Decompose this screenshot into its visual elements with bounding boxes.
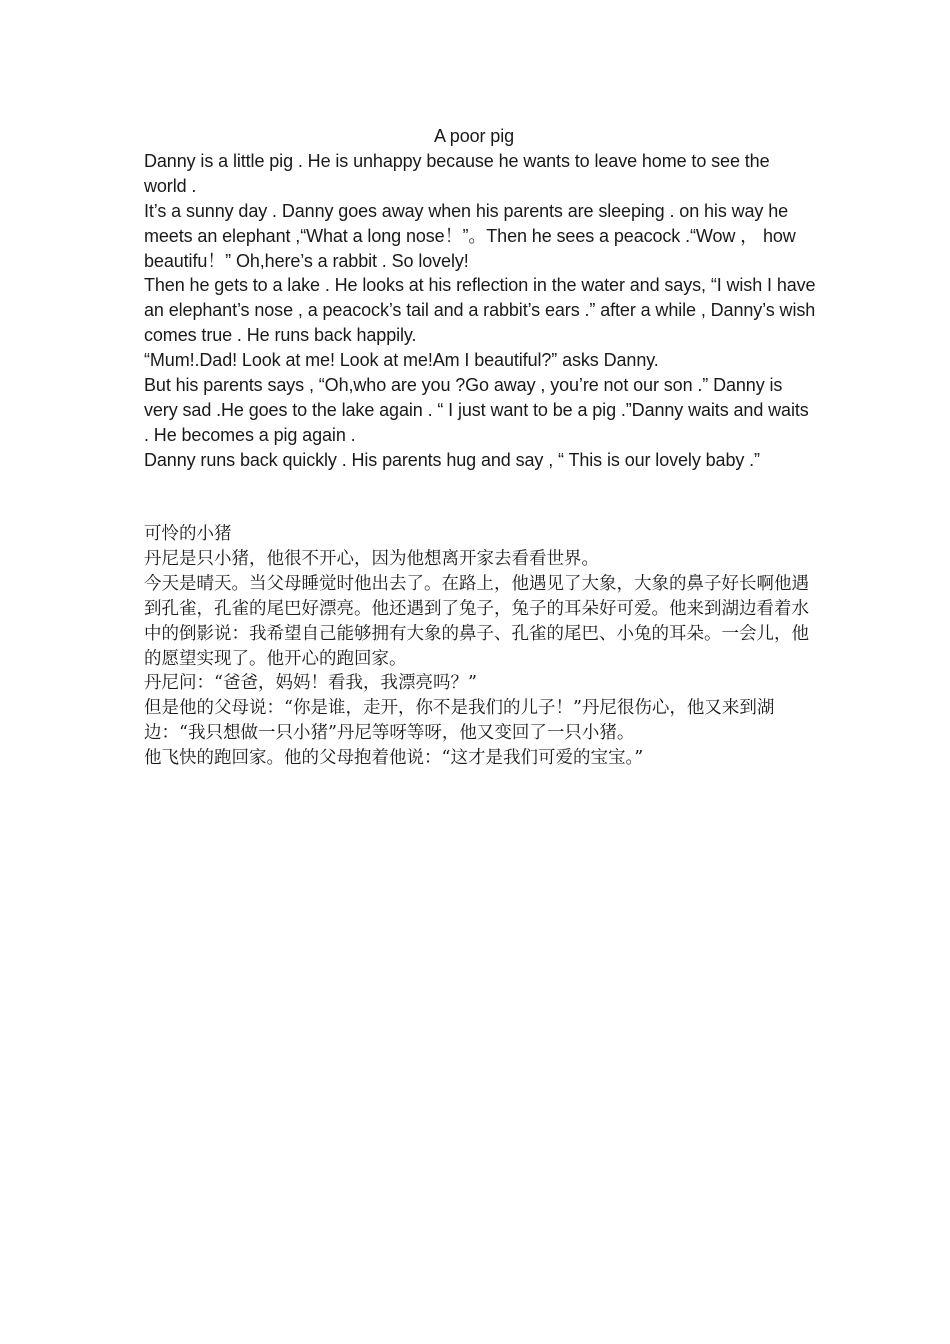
english-story: [144, 124, 816, 473]
english-paragraph: But his parents says , “Oh,who are you ?Go away , you’re not our son .” Danny is very sad .He goes to the lake again . “ I just want to be a pig .”Danny waits and waits . He becomes a pig again .: [144, 375, 809, 445]
english-paragraph: It’s a sunny day . Danny goes away when his parents are sleeping . on his way he meets an elephant ,“What a long nose！”。Then he sees a peacock .“Wow ， how beautifu！” Oh,here’s a rabbit . So lovely!: [144, 200, 796, 271]
chinese-paragraph: 他飞快的跑回家。他的父母抱着他说：“这才是我们可爱的宝宝。”: [144, 748, 644, 769]
chinese-title: 可怜的小猪: [144, 524, 232, 544]
chinese-paragraph: 丹尼问：“爸爸，妈妈！看我，我漂亮吗？”: [144, 673, 477, 694]
english-paragraph: “Mum!.Dad! Look at me! Look at me!Am I beautiful?” asks Danny.: [144, 350, 659, 371]
chinese-paragraph: 但是他的父母说：“你是谁，走开，你不是我们的儿子！”丹尼很伤心，他又来到湖边：“我只想做一只小猪”丹尼等呀等呀，他又变回了一只小猪。: [144, 698, 775, 744]
story-title: A poor pig: [433, 126, 515, 146]
chinese-paragraph: 今天是晴天。当父母睡觉时他出去了。在路上，他遇见了大象，大象的鼻子好长啊他遇到孔雀，孔雀的尾巴好漂亮。他还遇到了兔子，兔子的耳朵好可爱。他来到湖边看着水中的倒影说：我希望自己能够拥有大象的鼻子、孔雀的尾巴、小兔的耳朵。一会儿，他的愿望实现了。他开心的跑回家。: [144, 573, 809, 669]
english-paragraph: Danny is a little pig . He is unhappy because he wants to leave home to see the world .: [144, 150, 770, 196]
english-paragraph: Then he gets to a lake . He looks at his reflection in the water and says, “I wish I have an elephant’s nose , a peacock’s tail and a rabbit’s ears .” after a while , Danny’s wish comes true . He runs back happily.: [144, 275, 816, 346]
english-paragraph: Danny runs back quickly . His parents hug and say , “ This is our lovely baby .”: [144, 449, 760, 470]
chinese-story: [144, 522, 816, 771]
chinese-paragraph: 丹尼是只小猪，他很不开心，因为他想离开家去看看世界。: [144, 548, 599, 569]
